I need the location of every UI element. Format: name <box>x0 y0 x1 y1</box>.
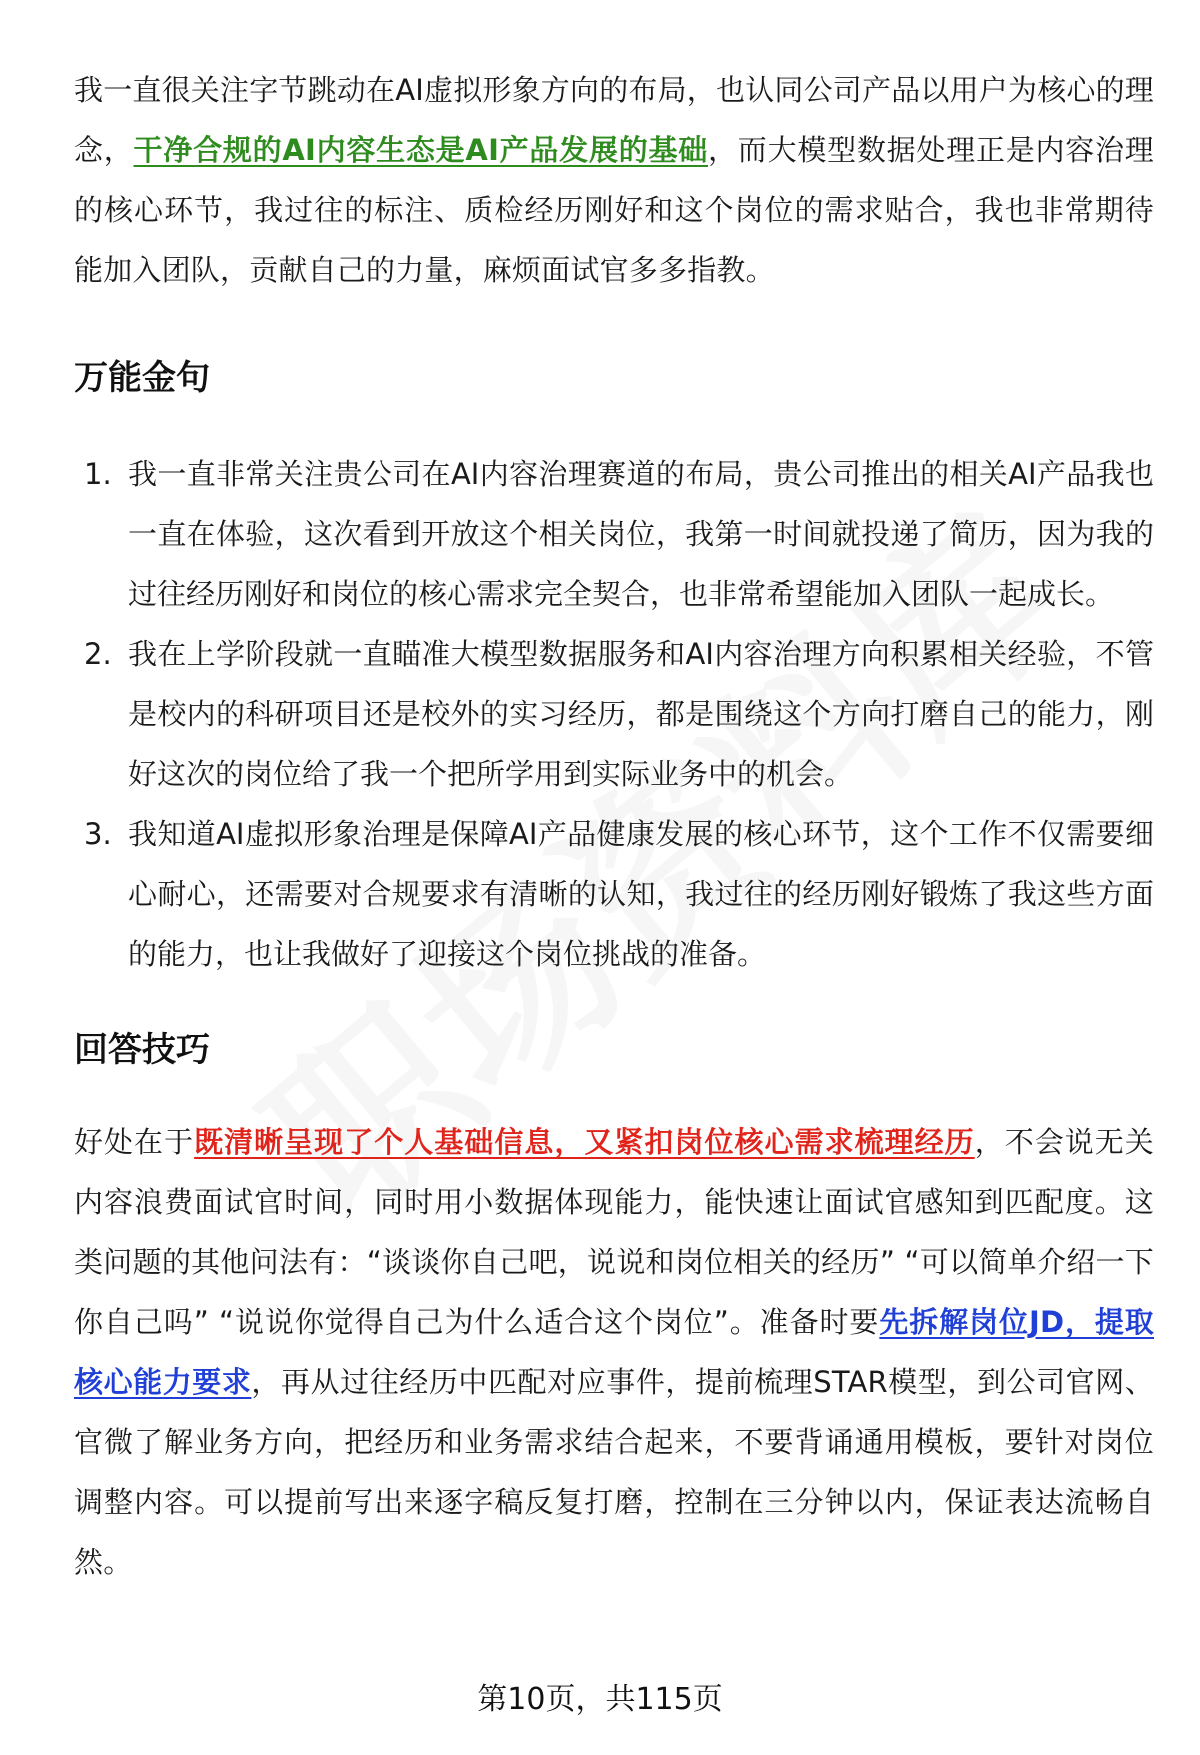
list-item-number: 3. <box>84 817 112 851</box>
page-footer: 第10页，共115页 <box>477 1682 723 1717</box>
tips-highlight-blue: 先拆解岗位JD，提取核心能力要求 <box>74 1305 1154 1399</box>
list-item-number: 2. <box>84 637 112 671</box>
tips-highlight-red: 既清晰呈现了个人基础信息，又紧扣岗位核心需求梳理经历 <box>194 1125 975 1159</box>
list-item <box>74 444 1154 624</box>
list-item-text: 我一直非常关注贵公司在AI内容治理赛道的布局，贵公司推出的相关AI产品我也一直在体验，这次看到开放这个相关岗位，我第一时间就投递了简历，因为我的过往经历刚好和岗位的核心需求完全契合，也非常希望能加入团队一起成长。 <box>128 457 1154 611</box>
intro-highlight: 干净合规的AI内容生态是AI产品发展的基础 <box>133 133 709 167</box>
tips-text-2: ，不会说无关内容浪费面试官时间，同时用小数据体现能力，能快速让面试官感知到匹配度。这类问题的其他问法有：“谈谈你自己吧，说说和岗位相关的经历” “可以简单介绍一下你自己吗” “说说你觉得自己为什么适合这个岗位”。准备时要 <box>74 1125 1154 1339</box>
tips-heading: 回答技巧 <box>74 1030 210 1070</box>
golden-heading: 万能金句 <box>74 358 210 398</box>
list-item-text: 我在上学阶段就一直瞄准大模型数据服务和AI内容治理方向积累相关经验，不管是校内的科研项目还是校外的实习经历，都是围绕这个方向打磨自己的能力，刚好这次的岗位给了我一个把所学用到实际业务中的机会。 <box>128 637 1154 791</box>
intro-paragraph <box>74 60 1154 300</box>
list-item-number: 1. <box>84 457 112 491</box>
list-item <box>74 804 1154 984</box>
document-page <box>74 60 1154 1592</box>
golden-list <box>74 444 1154 984</box>
list-item-text: 我知道AI虚拟形象治理是保障AI产品健康发展的核心环节，这个工作不仅需要细心耐心，还需要对合规要求有清晰的认知，我过往的经历刚好锻炼了我这些方面的能力，也让我做好了迎接这个岗位挑战的准备。 <box>128 817 1154 971</box>
tips-paragraph <box>74 1112 1154 1592</box>
intro-text-1: 我一直很关注字节跳动在AI虚拟形象方向的布局，也认同公司产品以用户为核心的理念， <box>74 73 1154 167</box>
intro-text-2: ，而大模型数据处理正是内容治理的核心环节，我过往的标注、质检经历刚好和这个岗位的需求贴合，我也非常期待能加入团队，贡献自己的力量，麻烦面试官多多指教。 <box>74 133 1154 287</box>
tips-text-3: ，再从过往经历中匹配对应事件，提前梳理STAR模型，到公司官网、官微了解业务方向，把经历和业务需求结合起来，不要背诵通用模板，要针对岗位调整内容。可以提前写出来逐字稿反复打磨，控制在三分钟以内，保证表达流畅自然。 <box>74 1365 1155 1579</box>
tips-text-1: 好处在于 <box>74 1125 195 1159</box>
list-item <box>74 624 1154 804</box>
